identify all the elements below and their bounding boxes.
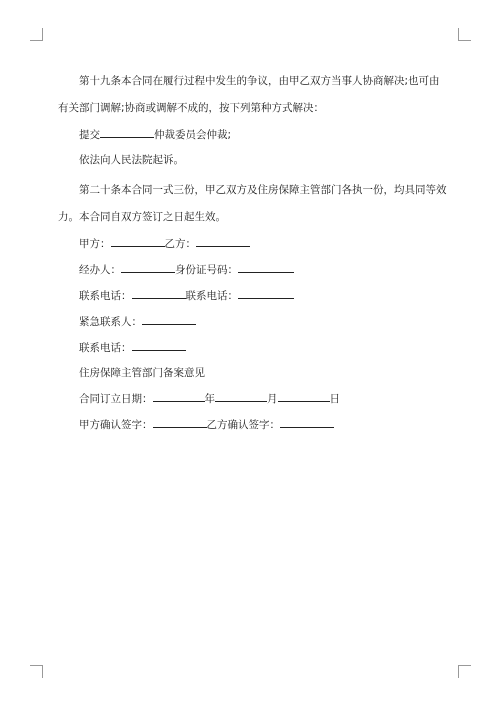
month-label: 月 xyxy=(267,393,278,405)
phone-1-blank[interactable] xyxy=(132,287,186,299)
emergency-contact-line xyxy=(58,313,450,330)
option-1-line: 提交 仲裁委员会仲裁; xyxy=(58,126,450,143)
crop-mark-bottom-left xyxy=(30,665,43,678)
signature-line xyxy=(58,416,450,433)
record-opinion-line: 住房保障主管部门备案意见 xyxy=(79,367,205,379)
phone-line xyxy=(58,287,450,304)
party-a-sign-blank[interactable] xyxy=(153,416,207,428)
emergency-contact-blank[interactable] xyxy=(142,313,196,325)
article-19-paragraph: 第十九条本合同在履行过程中发生的争议，由甲乙双方当事人协商解决;也可由有关部门调解;协商或调解不成的，按下列第种方式解决： xyxy=(58,75,440,114)
sign-date-label: 合同订立日期： xyxy=(79,393,153,405)
day-blank[interactable] xyxy=(278,390,330,402)
party-a-blank[interactable] xyxy=(111,235,165,247)
year-label: 年 xyxy=(204,393,215,405)
phone-1-label: 联系电话： xyxy=(79,290,132,302)
party-a-label: 甲方： xyxy=(79,238,111,250)
phone-3-blank[interactable] xyxy=(132,339,186,351)
party-b-label: 乙方： xyxy=(164,238,196,250)
phone-2-blank[interactable] xyxy=(238,287,294,299)
crop-mark-bottom-right xyxy=(458,665,471,678)
phone-3-label: 联系电话： xyxy=(79,342,132,354)
arbitration-committee-blank[interactable] xyxy=(100,126,154,138)
crop-mark-top-left xyxy=(30,28,43,41)
day-label: 日 xyxy=(329,393,340,405)
phone-2-label: 联系电话： xyxy=(185,290,238,302)
crop-mark-top-right xyxy=(458,28,471,41)
party-b-sign-blank[interactable] xyxy=(280,416,334,428)
sign-date-line xyxy=(58,390,450,407)
option-2-line: 依法向人民法院起诉。 xyxy=(79,154,184,166)
document-body xyxy=(58,68,450,433)
handler-blank[interactable] xyxy=(121,261,175,273)
party-b-blank[interactable] xyxy=(196,235,250,247)
id-number-label: 身份证号码： xyxy=(175,264,238,276)
month-blank[interactable] xyxy=(215,390,267,402)
party-a-sign-label: 甲方确认签字： xyxy=(79,419,153,431)
id-number-blank[interactable] xyxy=(238,261,294,273)
party-b-sign-label: 乙方确认签字： xyxy=(206,419,280,431)
emergency-contact-label: 紧急联系人： xyxy=(79,316,142,328)
parties-line xyxy=(58,235,450,252)
handler-label: 经办人： xyxy=(79,264,121,276)
handler-line xyxy=(58,261,450,278)
year-blank[interactable] xyxy=(153,390,205,402)
phone-3-line xyxy=(58,339,450,356)
article-20-paragraph: 第二十条本合同一式三份，甲乙双方及住房保障主管部门各执一份，均具同等效力。本合同自双方签订之日起生效。 xyxy=(58,184,447,223)
